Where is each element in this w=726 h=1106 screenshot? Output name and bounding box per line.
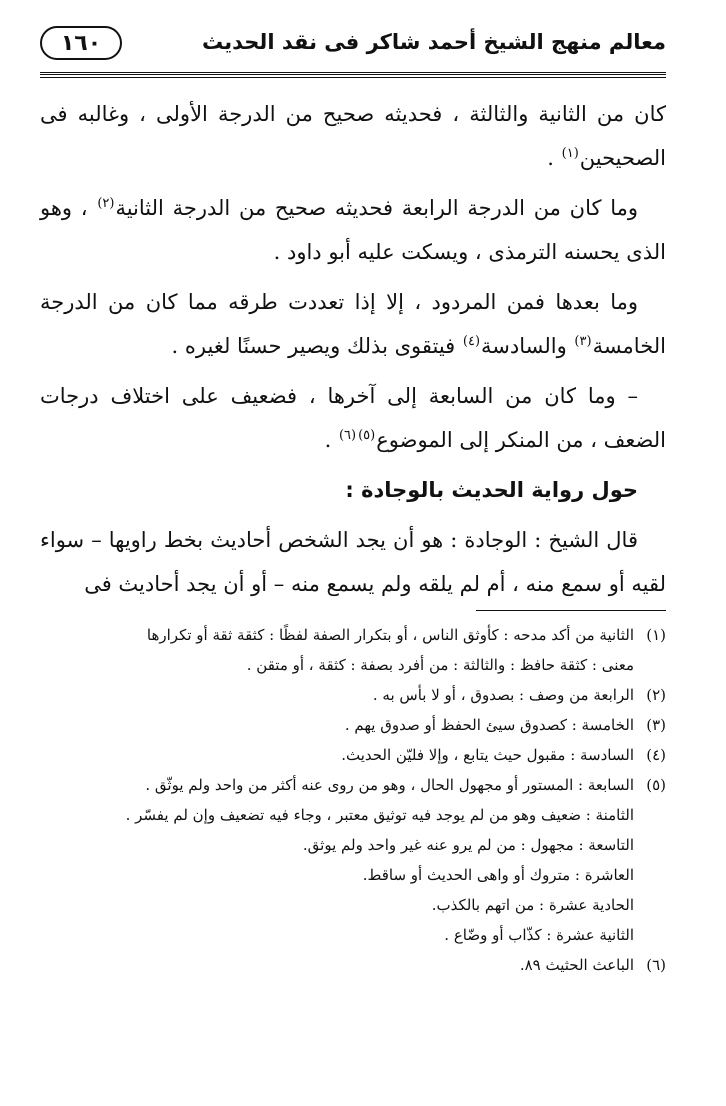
footnote-line: السادسة : مقبول حيث يتابع ، وإلا فليّن الحديث. (341, 746, 634, 764)
paragraph-3-text: وما بعدها فمن المردود ، إلا إذا تعددت طرقه مما كان من الدرجة الخامسة (40, 290, 666, 358)
main-text (40, 92, 666, 612)
footnote-3 (40, 710, 666, 740)
page-number: ١٦٠ (40, 26, 122, 60)
paragraph-2 (40, 186, 666, 274)
footnote-line: الباعث الحثيث ٨٩. (519, 956, 634, 974)
footnote-line: السابعة : المستور أو مجهول الحال ، وهو من روى عنه أكثر من واحد ولم يوثّق . (145, 776, 634, 794)
footnote-number: (٣) (646, 716, 666, 734)
footnote-body (40, 620, 634, 680)
footnote-line: معنى : كثقة حافظ : والثالثة : من أفرد بصفة : كثقة ، أو متقن . (246, 656, 634, 674)
paragraph-4-end: . (324, 428, 338, 452)
section-heading: حول رواية الحديث بالوجادة : (345, 478, 638, 502)
footnote-ref-6[interactable]: (٦) (338, 428, 357, 443)
paragraph-3-mid: والسادسة (481, 334, 574, 358)
footnote-line: الثامنة : ضعيف وهو من لم يوجد فيه توثيق معتبر ، وجاء فيه تضعيف وإن لم يفسّر . (125, 806, 634, 824)
footnotes (40, 620, 666, 980)
footnote-number: (١) (646, 626, 666, 644)
running-title: معالم منهج الشيخ أحمد شاكر فى نقد الحديث (202, 30, 666, 54)
footnote-body (40, 770, 634, 950)
footnote-ref-1[interactable]: (١) (561, 146, 579, 161)
paragraph-3-end: فيتقوى بذلك ويصير حسنًا لغيره . (171, 334, 462, 358)
footnote-ref-2[interactable]: (٢) (97, 196, 115, 211)
paragraph-1-end: . (547, 146, 561, 170)
footnote-line: التاسعة : مجهول : من لم يرو عنه غير واحد ولم يوثق. (302, 836, 634, 854)
footnote-number: (٤) (646, 746, 666, 764)
paragraph-3 (40, 280, 666, 368)
footnote-line: الرابعة من وصف : بصدوق ، أو لا بأس به . (372, 686, 634, 704)
paragraph-4-text: – وما كان من السابعة إلى آخرها ، فضعيف على اختلاف درجات الضعف ، من المنكر إلى الموضوع (40, 384, 666, 452)
footnote-2 (40, 680, 666, 710)
footnote-line: الثانية من أكد مدحه : كأوثق الناس ، أو بتكرار الصفة لفظًا : كثقة ثقة أو تكرارها (146, 626, 634, 644)
footnote-number: (٥) (646, 776, 666, 794)
footnote-line: العاشرة : متروك أو واهى الحديث أو ساقط. (362, 866, 634, 884)
footnote-5 (40, 770, 666, 950)
footnote-4 (40, 740, 666, 770)
footnote-ref-5[interactable]: (٥) (358, 428, 376, 443)
paragraph-2-end: ، وهو الذى يحسنه الترمذى ، ويسكت عليه أبو داود . (40, 196, 666, 264)
paragraph-4 (40, 374, 666, 462)
footnote-line: الحادية عشرة : من اتهم بالكذب. (431, 896, 634, 914)
header-rule (40, 72, 666, 75)
footnote-line: الثانية عشرة : كذّاب أو وضّاع . (444, 926, 634, 944)
footnote-number: (٦) (646, 956, 666, 974)
footnote-number: (٢) (646, 686, 666, 704)
footnote-separator (476, 610, 666, 611)
paragraph-5: قال الشيخ : الوجادة : هو أن يجد الشخص أحاديث بخط راويها – سواء لقيه أو سمع منه ، أم لم يلقه ولم يسمع منه – أو أن يجد أحاديث فى (40, 528, 666, 596)
footnote-ref-4[interactable]: (٤) (462, 334, 481, 349)
paragraph-1-text: كان من الثانية والثالثة ، فحديثه صحيح من الدرجة الأولى ، وغالبه فى الصحيحين (40, 102, 666, 170)
footnote-line: الخامسة : كصدوق سيئ الحفظ أو صدوق يهم . (344, 716, 634, 734)
paragraph-2-text: وما كان من الدرجة الرابعة فحديثه صحيح من الدرجة الثانية (115, 196, 639, 220)
running-header (40, 22, 666, 74)
footnote-1 (40, 620, 666, 680)
footnote-6 (40, 950, 666, 980)
paragraph-1 (40, 92, 666, 180)
footnote-ref-3[interactable]: (٣) (574, 334, 592, 349)
